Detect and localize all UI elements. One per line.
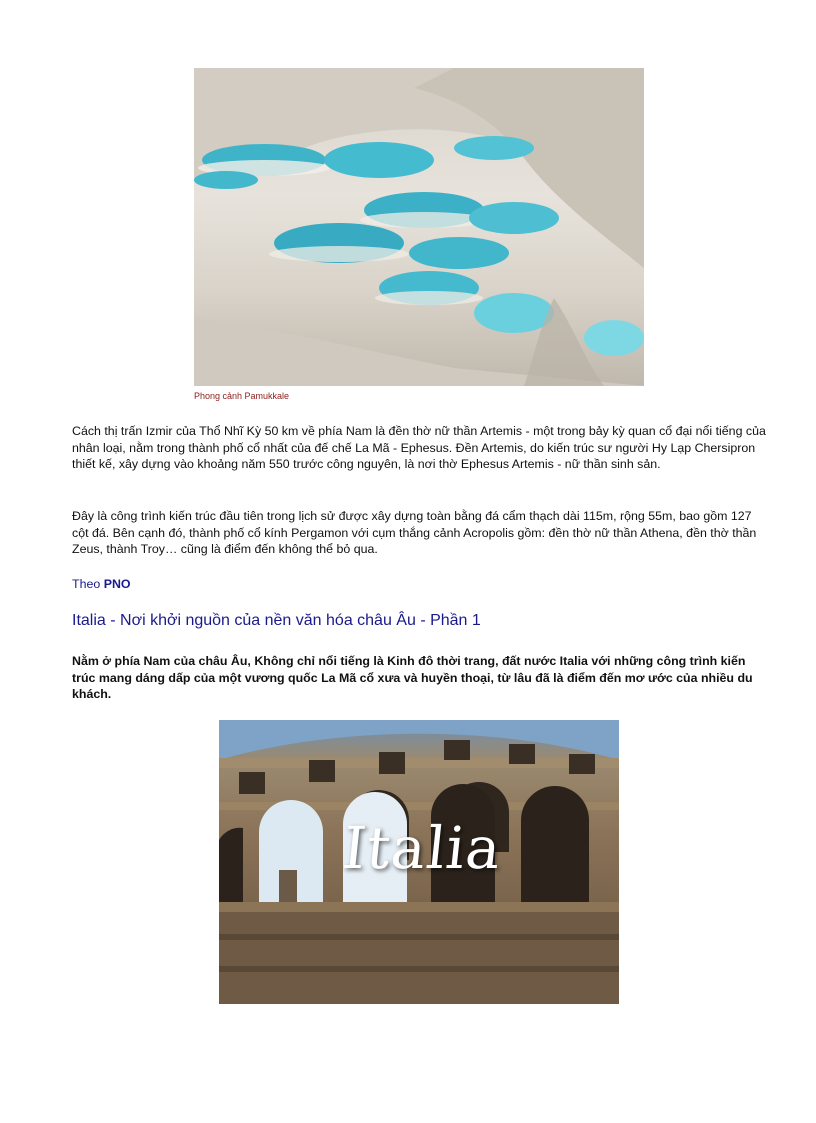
- source-name: PNO: [103, 577, 131, 591]
- source-prefix: Theo: [72, 577, 101, 591]
- pamukkale-caption: Phong cảnh Pamukkale: [194, 391, 290, 401]
- pamukkale-illustration: [194, 68, 644, 386]
- paragraph-artemis: Cách thị trấn Izmir của Thổ Nhĩ Kỳ 50 km về phía Nam là đền thờ nữ thần Artemis - một trong bảy kỳ quan cổ đại nổi tiếng của nhân loại, nằm trong thành phố cổ nhất của đế chế La Mã - Ephesus. Đền Artemis, do kiến trúc sư người Hy Lạp Chersipron thiết kế, xây dựng vào khoảng năm 550 trước công nguyên, là nơi thờ Ephesus Artemis - nữ thần sinh sản.: [72, 424, 766, 471]
- pamukkale-photo: [194, 68, 644, 386]
- paragraph-marble-temple: Đây là công trình kiến trúc đầu tiên trong lịch sử được xây dựng toàn bằng đá cẩm thạch dài 115m, rộng 55m, bao gồm 127 cột đá. Bên cạnh đó, thành phố cổ kính Pergamon với cụm thắng cảnh Acropolis gồm: đền thờ nữ thần Athena, đền thờ thần Zeus, thành Troy… cũng là điểm đến không thể bỏ qua.: [72, 509, 757, 556]
- article-title: Italia - Nơi khởi nguồn của nền văn hóa châu Âu - Phần 1: [72, 612, 481, 629]
- colosseum-photo: [219, 720, 619, 1004]
- source-line: [72, 577, 131, 591]
- article-lead: Nằm ở phía Nam của châu Âu, Không chỉ nổi tiếng là Kinh đô thời trang, đất nước Italia với những công trình kiến trúc mang dáng dấp của một vương quốc La Mã cổ xưa và huyền thoại, từ lâu đã là điểm đến mơ ước của nhiều du khách.: [72, 654, 753, 701]
- italia-overlay-text: Italia: [339, 814, 506, 882]
